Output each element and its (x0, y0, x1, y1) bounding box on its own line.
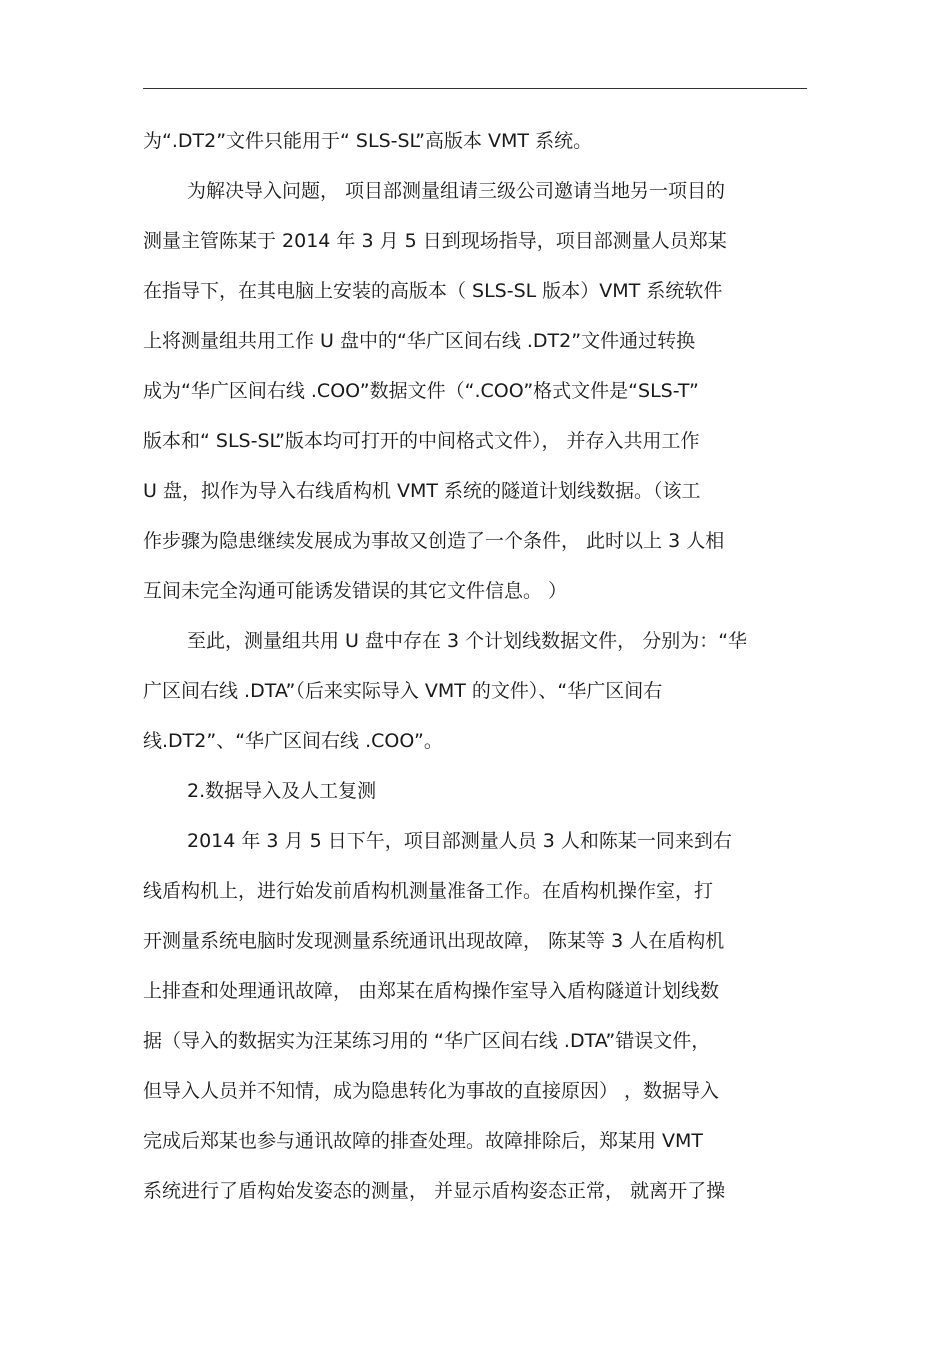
text-line-9: 作步骤为隐患继续发展成为事故又创造了一个条件， 此时以上 3 人相 (143, 530, 725, 552)
text-line-10: 互间未完全沟通可能诱发错误的其它文件信息。 ） (143, 580, 568, 602)
text-line-6: 成为“华广区间右线 .COO”数据文件（“.COO”格式文件是“SLS-T” (143, 380, 699, 402)
text-line-4: 在指导下，在其电脑上安装的高版本（ SLS-SL 版本）VMT 系统软件 (143, 280, 723, 302)
text-line-19: 据（导入的数据实为汪某练习用的 “华广区间右线 .DTA”错误文件， (143, 1030, 711, 1052)
text-line-17: 开测量系统电脑时发现测量系统通讯出现故障， 陈某等 3 人在盾构机 (143, 930, 725, 952)
text-line-2: 为解决导入问题， 项目部测量组请三级公司邀请当地另一项目的 (187, 180, 726, 202)
text-line-18: 上排查和处理通讯故障， 由郑某在盾构操作室导入盾构隧道计划线数 (143, 980, 720, 1002)
text-line-11: 至此，测量组共用 U 盘中存在 3 个计划线数据文件， 分别为：“华 (187, 630, 748, 652)
text-line-22: 系统进行了盾构始发姿态的测量， 并显示盾构姿态正常， 就离开了操 (143, 1180, 726, 1202)
text-line-1: 为“.DT2”文件只能用于“ SLS-SL”高版本 VMT 系统。 (143, 130, 593, 152)
text-line-15: 2014 年 3 月 5 日下午，项目部测量人员 3 人和陈某一同来到右 (187, 830, 732, 852)
text-line-3: 测量主管陈某于 2014 年 3 月 5 日到现场指导，项目部测量人员郑某 (143, 230, 727, 252)
text-line-5: 上将测量组共用工作 U 盘中的“华广区间右线 .DT2”文件通过转换 (143, 330, 696, 352)
text-line-20: 但导入人员并不知情，成为隐患转化为事故的直接原因） ，数据导入 (143, 1080, 720, 1102)
text-line-7: 版本和“ SLS-SL”版本均可打开的中间格式文件）， 并存入共用工作 (143, 430, 700, 452)
header-rule (143, 88, 807, 89)
section-heading: 2.数据导入及人工复测 (187, 780, 377, 802)
text-line-13: 线.DT2”、“华广区间右线 .COO”。 (143, 730, 443, 752)
text-line-8: U 盘，拟作为导入右线盾构机 VMT 系统的隧道计划线数据。（该工 (143, 480, 701, 502)
text-line-16: 线盾构机上，进行始发前盾构机测量准备工作。在盾构机操作室，打 (143, 880, 714, 902)
text-line-21: 完成后郑某也参与通讯故障的排查处理。故障排除后，郑某用 VMT (143, 1130, 704, 1152)
text-line-12: 广区间右线 .DTA”（后来实际导入 VMT 的文件）、“华广区间右 (143, 680, 663, 702)
